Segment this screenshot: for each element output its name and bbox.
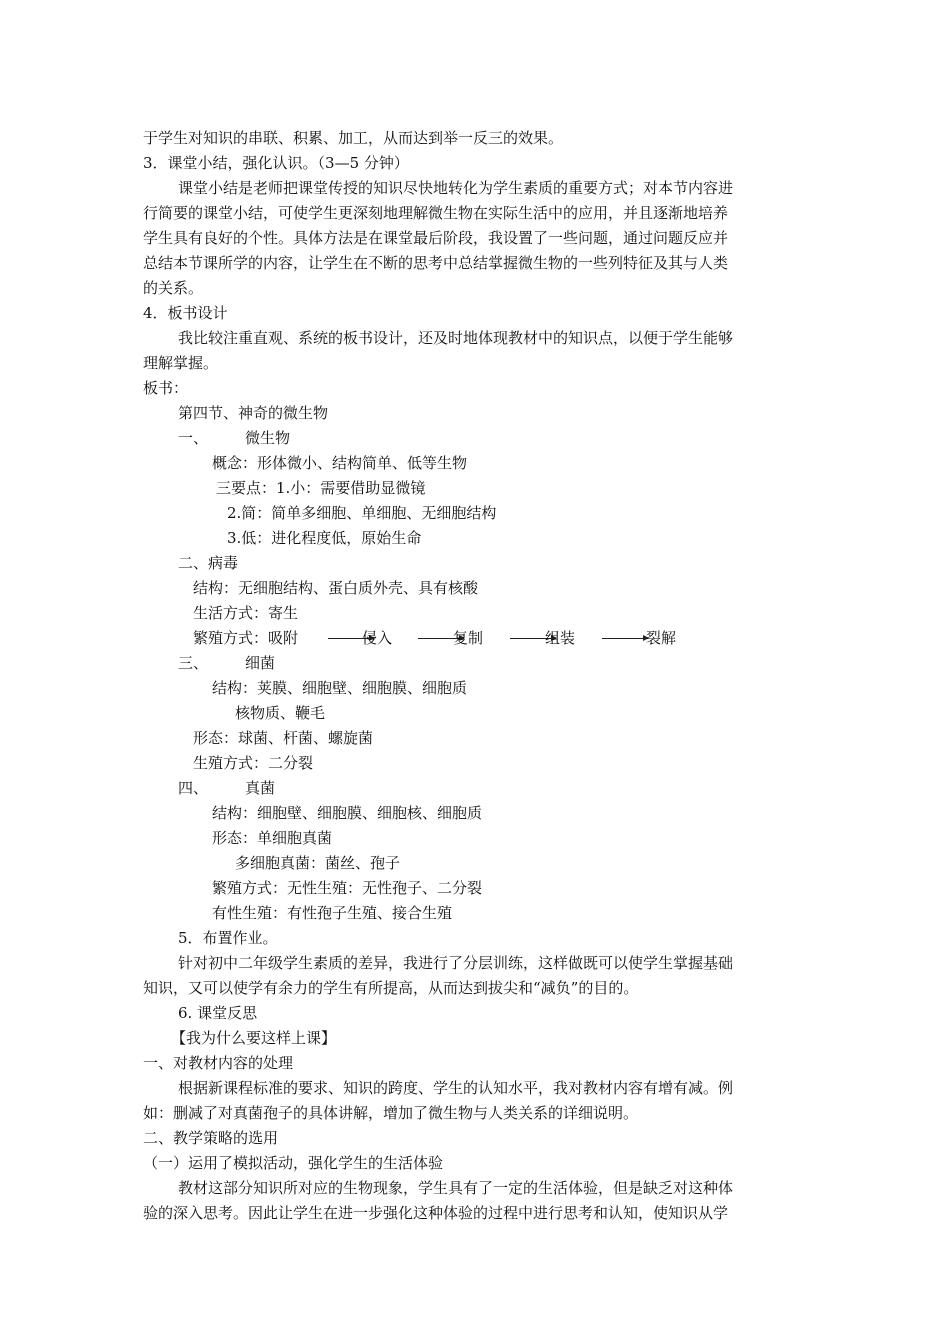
flow-step: 组装 [545, 629, 576, 647]
paragraph-line: 知识，又可以使学有余力的学生有所提高，从而达到拔尖和“减负”的目的。 [143, 979, 639, 997]
section-heading: 二、教学策略的选用 [143, 1129, 279, 1147]
board-item-fungi [0, 777, 950, 799]
arrow-icon [602, 638, 648, 639]
paragraph-line: 教材这部分知识所对应的生物现象，学生具有了一定的生活体验，但是缺乏对这种体 [178, 1179, 734, 1197]
board-line: 结构：细胞壁、细胞膜、细胞核、细胞质 [212, 804, 483, 822]
flow-step: 复制 [453, 629, 484, 647]
flow-label: 繁殖方式：吸附 [193, 629, 299, 647]
board-line: 生活方式：寄生 [193, 604, 299, 622]
reproduction-flow [0, 627, 950, 649]
section-heading: （一）运用了模拟活动，强化学生的生活体验 [143, 1154, 444, 1172]
board-item-microbe [0, 427, 950, 449]
board-line: 生殖方式：二分裂 [193, 754, 314, 772]
board-line: 三要点：1.小：需要借助显微镜 [216, 479, 426, 497]
paragraph-line: 总结本节课所学的内容，让学生在不断的思考中总结掌握微生物的一些列特征及其与人类 [143, 254, 729, 272]
paragraph-line: 理解掌握。 [143, 354, 219, 372]
item-number: 四、 [178, 779, 209, 797]
paragraph-line: 的关系。 [143, 279, 204, 297]
paragraph-line: 行简要的课堂小结，可使学生更深刻地理解微生物在实际生活中的应用，并且逐渐地培养 [143, 204, 729, 222]
item-number: 三、 [178, 654, 209, 672]
board-line: 概念：形体微小、结构简单、低等生物 [212, 454, 468, 472]
board-line: 核物质、鞭毛 [235, 704, 326, 722]
item-number: 一、 [178, 429, 209, 447]
board-title: 第四节、神奇的微生物 [178, 404, 329, 422]
item-title: 微生物 [245, 429, 291, 447]
board-line: 3.低：进化程度低，原始生命 [227, 529, 422, 547]
paragraph-line: 学生具有良好的个性。具体方法是在课堂最后阶段，我设置了一些问题，通过问题反应并 [143, 229, 729, 247]
board-line: 形态：球菌、杆菌、螺旋菌 [193, 729, 374, 747]
paragraph-line: 我比较注重直观、系统的板书设计，还及时地体现教材中的知识点，以便于学生能够 [178, 329, 734, 347]
paragraph-line: 课堂小结是老师把课堂传授的知识尽快地转化为学生素质的重要方式；对本节内容进 [178, 179, 734, 197]
board-item-bacteria [0, 652, 950, 674]
paragraph-line: 验的深入思考。因此让学生在进一步强化这种体验的过程中进行思考和认知，使知识从学 [143, 1204, 729, 1222]
paragraph-line: 针对初中二年级学生素质的差异，我进行了分层训练，这样做既可以使学生掌握基础 [178, 954, 734, 972]
board-line: 有性生殖：有性孢子生殖、接合生殖 [212, 904, 453, 922]
section-heading: 3．课堂小结，强化认识。（3—5 分钟） [143, 154, 409, 172]
section-heading: 5．布置作业。 [178, 929, 278, 947]
paragraph-line: 如：删减了对真菌孢子的具体讲解，增加了微生物与人类关系的详细说明。 [143, 1104, 639, 1122]
item-title: 真菌 [245, 779, 276, 797]
board-line: 2.简：简单多细胞、单细胞、无细胞结构 [227, 504, 497, 522]
board-heading: 板书： [143, 379, 189, 397]
item-title: 细菌 [245, 654, 276, 672]
board-line: 结构：荚膜、细胞壁、细胞膜、细胞质 [212, 679, 468, 697]
flow-step: 裂解 [646, 629, 677, 647]
section-heading: 4．板书设计 [143, 304, 228, 322]
paragraph-line: 根据新课程标准的要求、知识的跨度、学生的认知水平，我对教材内容有增有减。例 [178, 1079, 734, 1097]
board-line: 结构：无细胞结构、蛋白质外壳、具有核酸 [193, 579, 479, 597]
board-line: 多细胞真菌：菌丝、孢子 [235, 854, 401, 872]
section-heading: 【我为什么要这样上课】 [171, 1029, 337, 1047]
paragraph-line: 于学生对知识的串联、积累、加工，从而达到举一反三的效果。 [143, 129, 564, 147]
board-line: 繁殖方式：无性生殖：无性孢子、二分裂 [212, 879, 483, 897]
board-line: 形态：单细胞真菌 [212, 829, 333, 847]
flow-step: 侵入 [362, 629, 393, 647]
section-heading: 一、对教材内容的处理 [143, 1054, 294, 1072]
board-item-virus: 二、病毒 [178, 554, 239, 572]
section-heading: 6. 课堂反思 [178, 1004, 258, 1022]
